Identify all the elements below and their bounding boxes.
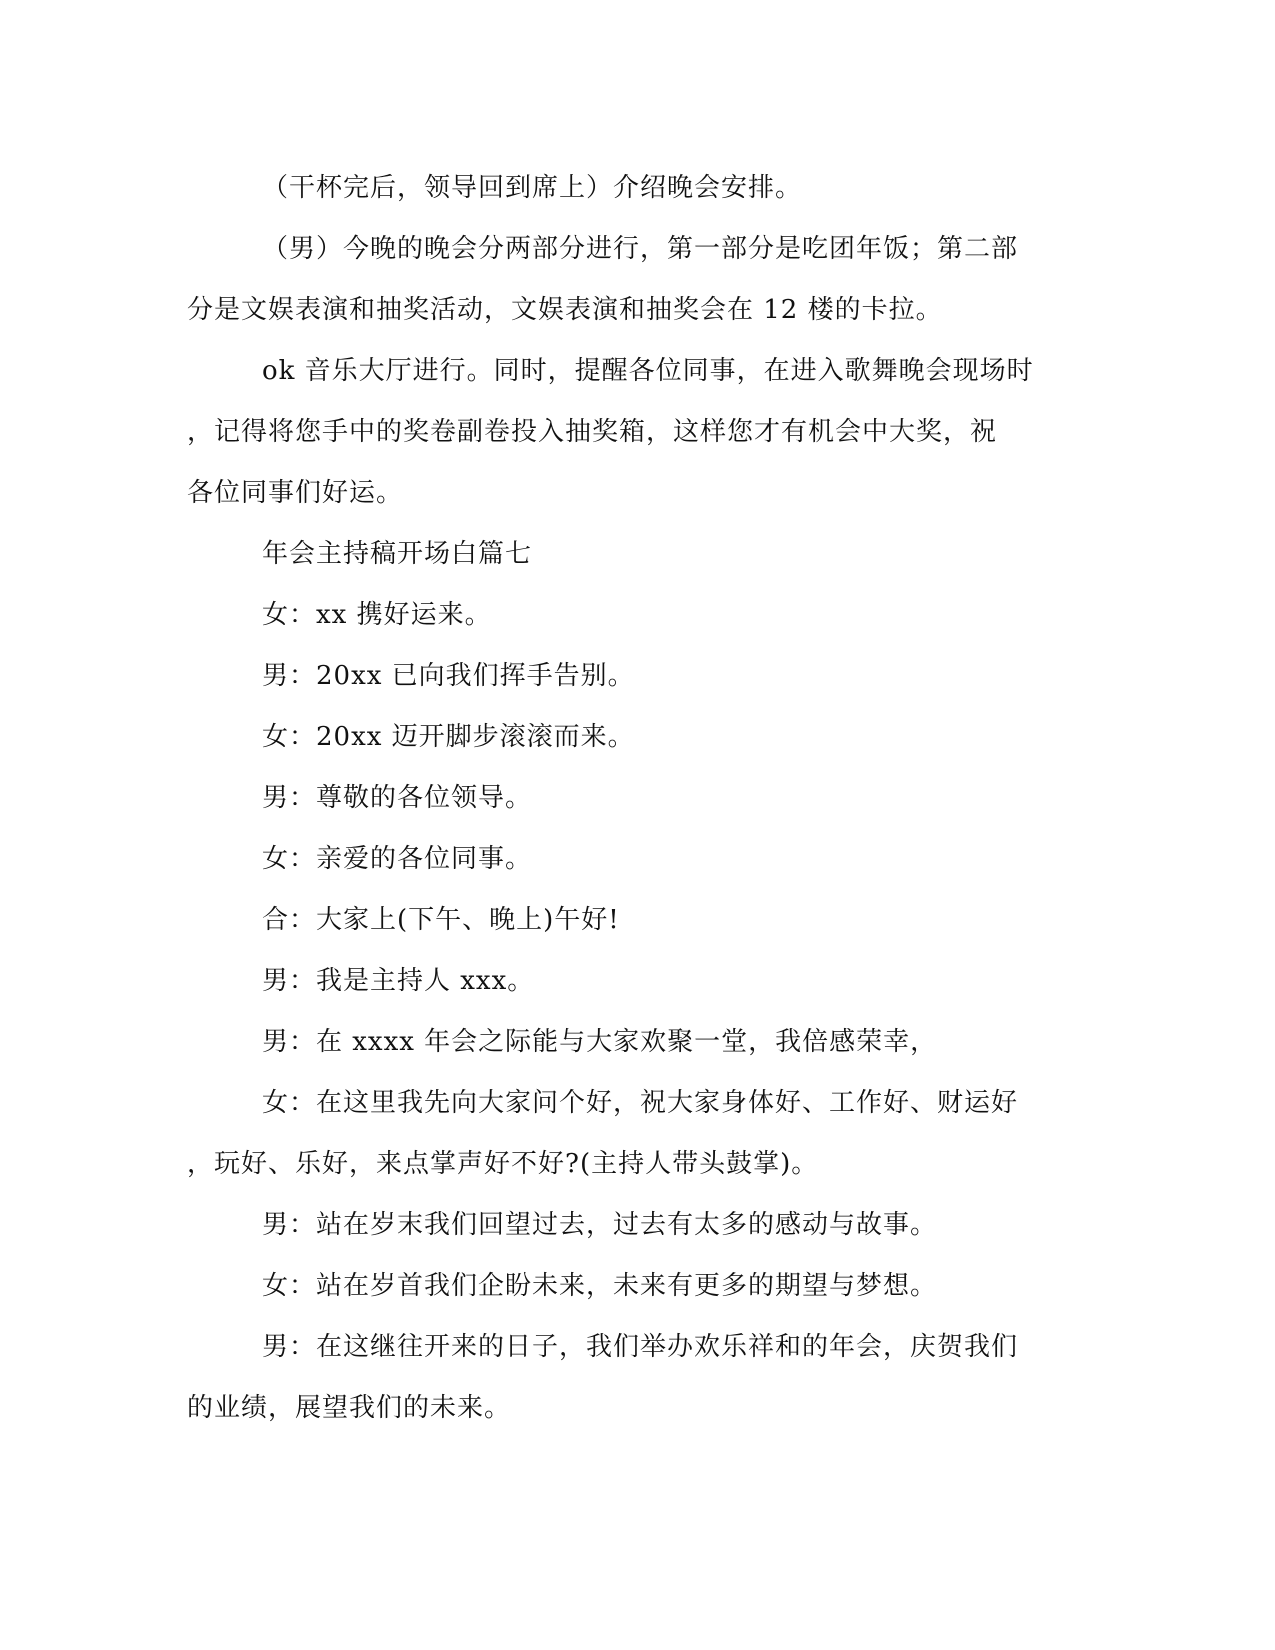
text-line: 男：20xx 已向我们挥手告别。 (262, 661, 635, 691)
text-line: 女：在这里我先向大家问个好，祝大家身体好、工作好、财运好 (262, 1088, 1019, 1118)
text-line: 女：站在岁首我们企盼未来，未来有更多的期望与梦想。 (262, 1271, 938, 1301)
text-line: 各位同事们好运。 (187, 478, 404, 508)
text-line: （干杯完后，领导回到席上）介绍晚会安排。 (262, 173, 803, 203)
text-line: 男：尊敬的各位领导。 (262, 783, 533, 813)
text-line: 女：xx 携好运来。 (262, 600, 492, 630)
text-line: 男：在 xxxx 年会之际能与大家欢聚一堂，我倍感荣幸， (262, 1027, 938, 1057)
text-line: ok 音乐大厅进行。同时，提醒各位同事，在进入歌舞晚会现场时 (262, 356, 1034, 386)
text-line: 分是文娱表演和抽奖活动，文娱表演和抽奖会在 12 楼的卡拉。 (187, 295, 943, 325)
section-heading: 年会主持稿开场白篇七 (262, 539, 533, 569)
text-line: 的业绩，展望我们的未来。 (187, 1393, 512, 1423)
text-line: 合：大家上(下午、晚上)午好! (262, 905, 620, 935)
text-line: 男：在这继往开来的日子，我们举办欢乐祥和的年会，庆贺我们 (262, 1332, 1019, 1362)
text-line: （男）今晚的晚会分两部分进行，第一部分是吃团年饭；第二部 (262, 234, 1019, 264)
text-line: ，玩好、乐好，来点掌声好不好?(主持人带头鼓掌)。 (187, 1149, 819, 1179)
text-line: 男：我是主持人 xxx。 (262, 966, 535, 996)
text-line: 女：亲爱的各位同事。 (262, 844, 533, 874)
text-line: 女：20xx 迈开脚步滚滚而来。 (262, 722, 635, 752)
text-line: ，记得将您手中的奖卷副卷投入抽奖箱，这样您才有机会中大奖，祝 (187, 417, 998, 447)
text-line: 男：站在岁末我们回望过去，过去有太多的感动与故事。 (262, 1210, 938, 1240)
document-body (187, 158, 1077, 1439)
